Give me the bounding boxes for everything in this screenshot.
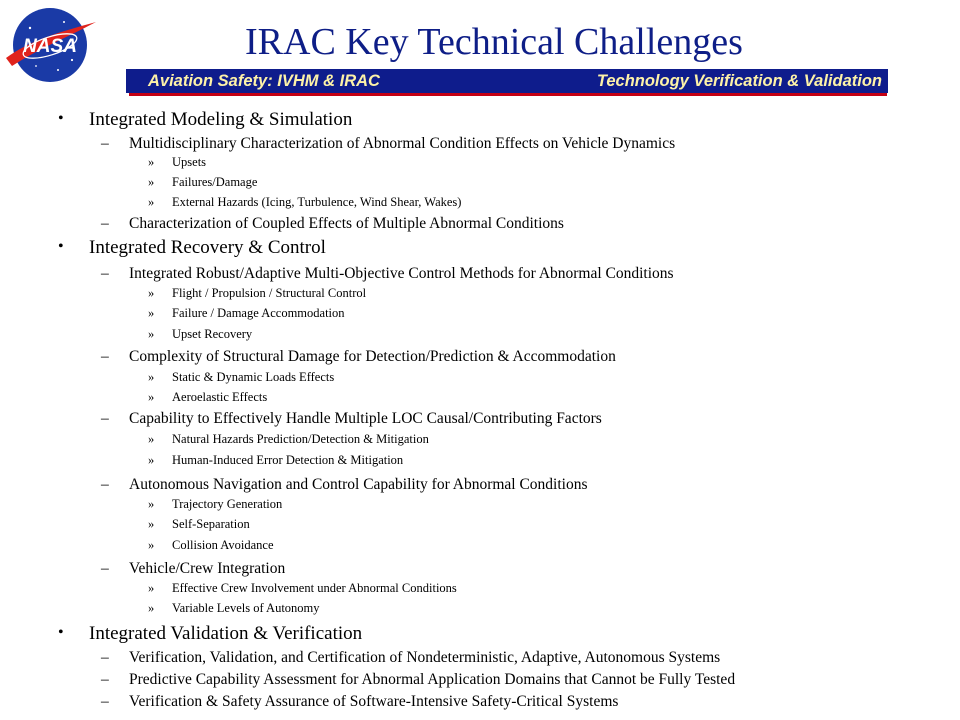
bullet-text: Characterization of Coupled Effects of Multiple Abnormal Conditions [129, 215, 564, 232]
banner-left-text: Aviation Safety: IVHM & IRAC [148, 71, 380, 90]
bullet-marker: • [58, 110, 64, 127]
bullet-text: Integrated Recovery & Control [89, 237, 326, 258]
bullet-text: Self-Separation [172, 517, 250, 531]
bullet-text: Static & Dynamic Loads Effects [172, 370, 335, 384]
bullet-marker: – [101, 265, 109, 282]
bullet-marker: » [148, 286, 155, 300]
bullet-marker: – [101, 410, 109, 427]
bullet-marker: » [148, 195, 155, 209]
bullet-marker: » [148, 453, 155, 467]
bullet-marker: » [148, 497, 155, 511]
bullet-text: Upsets [172, 155, 207, 169]
bullet-text: Verification & Safety Assurance of Software-Intensive Safety-Critical Systems [129, 693, 619, 710]
bullet-marker: » [148, 306, 155, 320]
banner-right-text: Technology Verification & Validation [596, 71, 882, 90]
bullet-text: External Hazards (Icing, Turbulence, Wind Shear, Wakes) [172, 195, 462, 209]
bullet-text: Autonomous Navigation and Control Capability for Abnormal Conditions [129, 476, 588, 493]
bullet-text: Verification, Validation, and Certification of Nondeterministic, Adaptive, Autonomous Systems [129, 649, 721, 666]
bullet-marker: » [148, 432, 155, 446]
bullet-marker: » [148, 517, 155, 531]
bullet-text: Integrated Robust/Adaptive Multi-Objective Control Methods for Abnormal Conditions [129, 265, 674, 282]
bullet-marker: – [101, 649, 109, 666]
bullet-marker: • [58, 624, 64, 641]
bullet-marker: – [101, 671, 109, 688]
bullet-marker: » [148, 175, 155, 189]
bullet-text: Capability to Effectively Handle Multiple LOC Causal/Contributing Factors [129, 410, 602, 427]
bullet-marker: » [148, 538, 155, 552]
bullet-text: Failures/Damage [172, 175, 258, 189]
bullet-text: Aeroelastic Effects [172, 390, 268, 404]
bullet-text: Natural Hazards Prediction/Detection & Mitigation [172, 432, 429, 446]
bullet-text: Complexity of Structural Damage for Detection/Prediction & Accommodation [129, 348, 616, 365]
bullet-marker: • [58, 238, 64, 255]
bullet-marker: – [101, 348, 109, 365]
bullet-text: Integrated Modeling & Simulation [89, 109, 353, 130]
bullet-text: Vehicle/Crew Integration [129, 560, 286, 577]
bullet-text: Failure / Damage Accommodation [172, 306, 345, 320]
bullet-text: Integrated Validation & Verification [89, 623, 363, 644]
bullet-text: Trajectory Generation [172, 497, 283, 511]
bullet-text: Predictive Capability Assessment for Abnormal Application Domains that Cannot be Fully Tested [129, 671, 736, 688]
bullet-text: Upset Recovery [172, 327, 253, 341]
bullet-marker: – [101, 693, 109, 710]
slide-title: IRAC Key Technical Challenges [245, 21, 743, 63]
bullet-marker: » [148, 390, 155, 404]
bullet-text: Human-Induced Error Detection & Mitigation [172, 453, 404, 467]
bullet-text: Multidisciplinary Characterization of Abnormal Condition Effects on Vehicle Dynamics [129, 135, 676, 152]
bullet-marker: – [101, 560, 109, 577]
bullet-marker: » [148, 601, 155, 615]
bullet-marker: – [101, 135, 109, 152]
bullet-text: Effective Crew Involvement under Abnormal Conditions [172, 581, 457, 595]
bullet-marker: – [101, 476, 109, 493]
bullet-text: Collision Avoidance [172, 538, 274, 552]
bullet-text: Flight / Propulsion / Structural Control [172, 286, 367, 300]
bullet-marker: – [101, 215, 109, 232]
bullet-marker: » [148, 581, 155, 595]
bullet-text: Variable Levels of Autonomy [172, 601, 320, 615]
logo-text: NASA [23, 36, 77, 57]
bullet-marker: » [148, 327, 155, 341]
bullet-marker: » [148, 370, 155, 384]
bullet-marker: » [148, 155, 155, 169]
